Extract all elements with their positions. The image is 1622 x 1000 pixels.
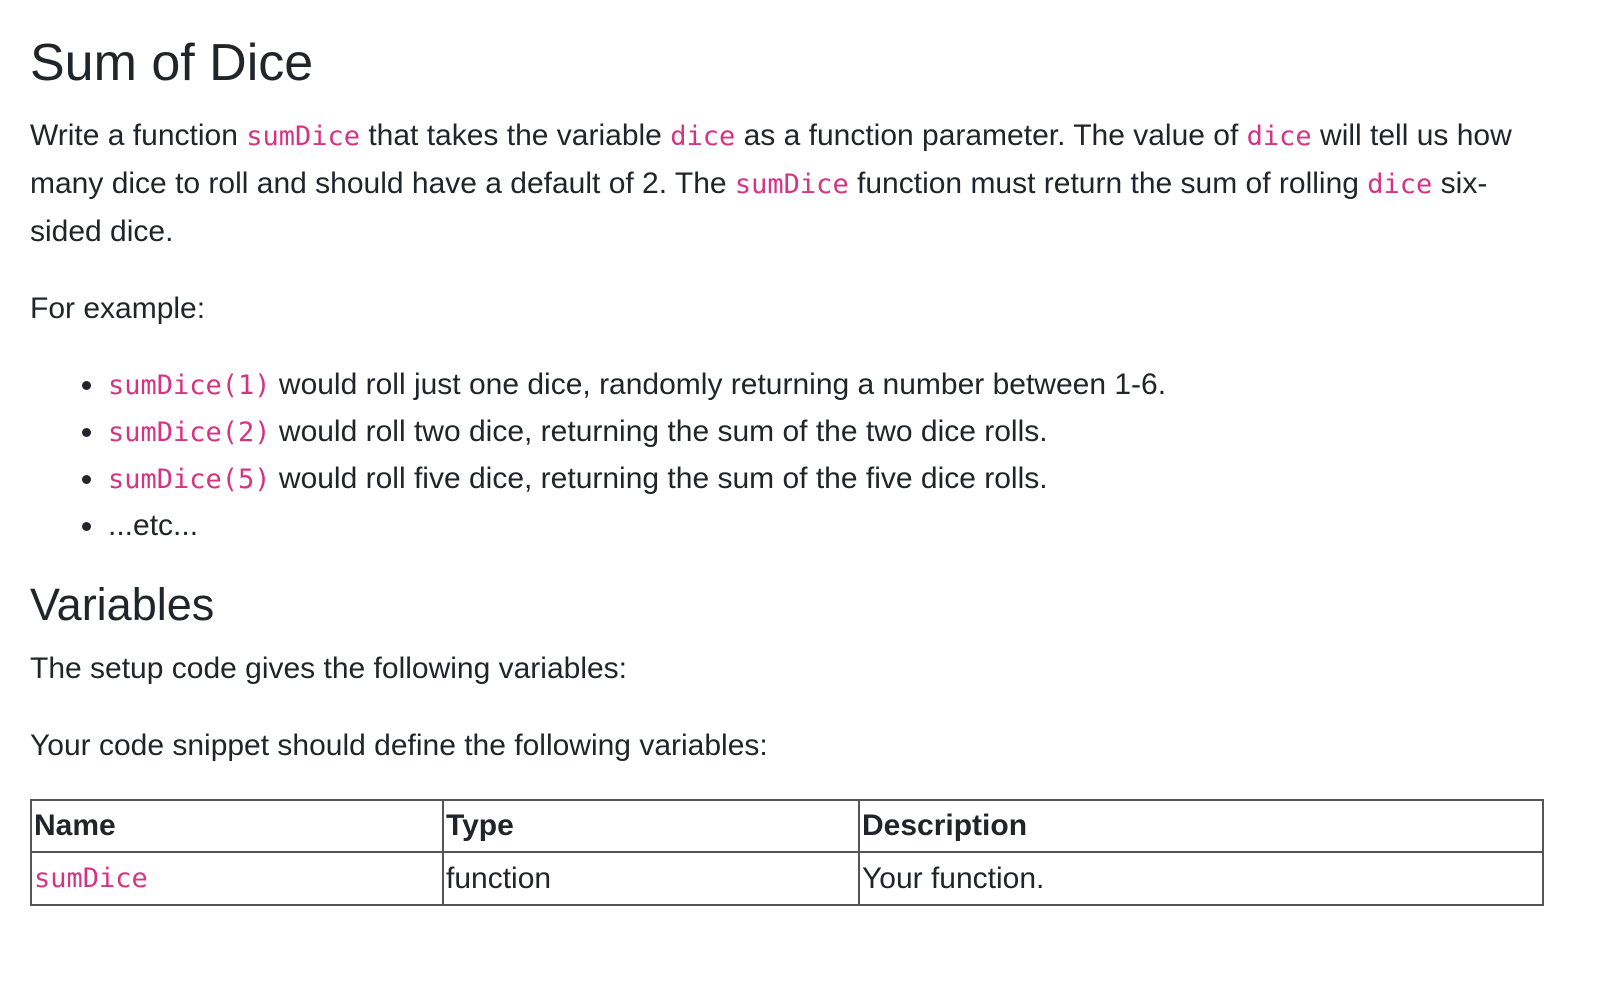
inline-code: sumDice: [246, 121, 361, 152]
define-text: Your code snippet should define the following variables:: [30, 729, 768, 762]
inline-code: sumDice(2): [108, 417, 271, 448]
table-header-row: [31, 800, 1543, 852]
list-item-text: would roll two dice, returning the sum of the two dice rolls.: [270, 415, 1048, 448]
page-title: Sum of Dice: [30, 34, 314, 92]
cell-type: function: [443, 852, 859, 905]
example-label: For example:: [30, 292, 206, 325]
variables-heading: Variables: [30, 579, 215, 630]
list-item-text: would roll five dice, returning the sum of the five dice rolls.: [270, 462, 1048, 495]
intro-text: six-sided dice.: [30, 167, 1488, 248]
intro-text: function must return the sum of rolling: [848, 167, 1368, 200]
column-header-description: Description: [859, 800, 1543, 852]
inline-code: sumDice(5): [108, 464, 271, 495]
column-header-type: Type: [443, 800, 859, 852]
inline-code: dice: [1246, 121, 1312, 152]
intro-text: Write a function: [30, 119, 247, 152]
list-item-text: ...etc...: [108, 509, 199, 542]
intro-paragraph: [30, 112, 1550, 255]
variables-table: [30, 799, 1544, 906]
inline-code: sumDice: [34, 863, 148, 894]
cell-name: [31, 852, 443, 905]
cell-description: Your function.: [859, 852, 1543, 905]
inline-code: sumDice(1): [108, 370, 271, 401]
list-item: [106, 503, 1610, 549]
table-row: [31, 852, 1543, 905]
list-item: [106, 362, 1610, 409]
inline-code: sumDice: [734, 169, 849, 200]
example-list: [30, 362, 1610, 549]
list-item: [106, 409, 1610, 456]
column-header-name: Name: [31, 800, 443, 852]
list-item: [106, 456, 1610, 503]
intro-text: as a function parameter. The value of: [735, 119, 1247, 152]
setup-text: The setup code gives the following variables:: [30, 652, 628, 685]
intro-text: that takes the variable: [360, 119, 671, 152]
intro-text: will tell us how many dice to roll and should have a default of 2. The: [30, 119, 1512, 200]
list-item-text: would roll just one dice, randomly returning a number between 1-6.: [270, 368, 1167, 401]
inline-code: dice: [670, 121, 736, 152]
inline-code: dice: [1367, 169, 1433, 200]
